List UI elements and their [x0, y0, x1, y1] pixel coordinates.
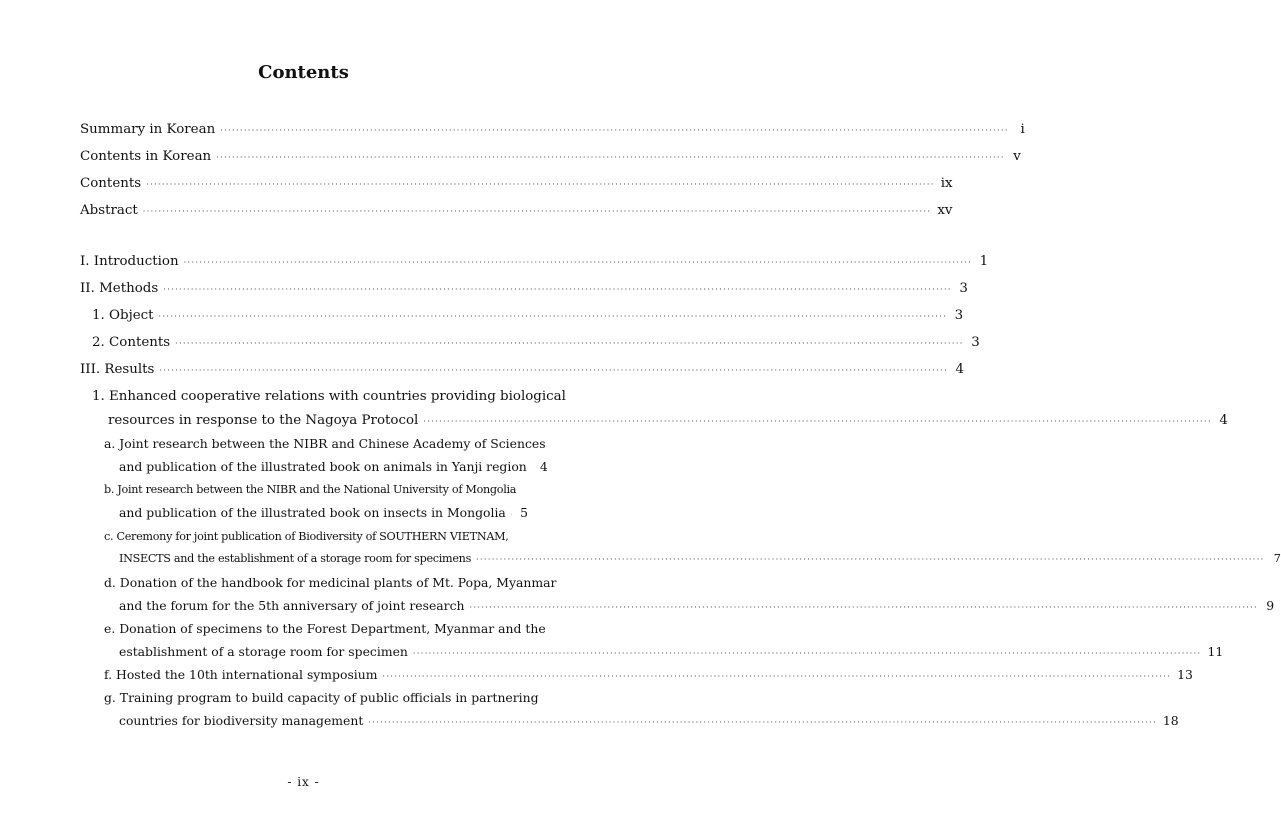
toc-entry-text: countries for biodiversity management	[119, 713, 364, 728]
toc-entry-text: and publication of the illustrated book on animals in Yanji region	[119, 459, 527, 474]
toc-entry-page: 3	[954, 308, 964, 323]
toc-entry-section1-line1[interactable]	[92, 387, 566, 407]
dot-leader: ········································································································································································································	[469, 603, 1259, 612]
page-number-footer: - ix -	[287, 775, 320, 789]
toc-entry-text: a. Joint research between the NIBR and Chinese Academy of Sciences	[104, 436, 546, 451]
toc-entry-page: 5	[520, 505, 528, 520]
dot-leader: ········································································································································································································	[368, 718, 1157, 727]
toc-entry-page: 4	[1219, 413, 1228, 428]
toc-entry-page: 3	[971, 335, 980, 350]
toc-entry-page: i	[1020, 122, 1025, 137]
toc-entry-item-e-line1[interactable]	[104, 619, 546, 639]
toc-entry-text: Contents	[80, 176, 142, 191]
dot-leader: ········································································································································································································	[412, 649, 1202, 658]
toc-entry-text: c. Ceremony for joint publication of Biodiversity of SOUTHERN VIETNAM,	[104, 530, 509, 543]
toc-entry-introduction[interactable]	[80, 252, 989, 272]
toc-entry-page: 1	[979, 254, 989, 269]
toc-entry-item-a-line1[interactable]	[104, 434, 546, 454]
toc-entry-text: establishment of a storage room for specimen	[119, 644, 408, 659]
toc-entry-section1-line2[interactable]	[108, 411, 1228, 431]
toc-entry-item-g-line2[interactable]	[119, 711, 1179, 731]
dot-leader: ········································································································································································································	[146, 180, 935, 189]
toc-entry-text: I. Introduction	[80, 254, 179, 269]
toc-entry-text: and publication of the illustrated book on insects in Mongolia	[119, 505, 506, 520]
toc-entry-page: 13	[1177, 667, 1193, 682]
dot-leader: ········································································································································································································	[220, 126, 1009, 135]
toc-entry-page: 7	[1273, 552, 1281, 565]
toc-entry-page: v	[1013, 149, 1021, 164]
toc-entry-text: Contents in Korean	[80, 149, 212, 164]
toc-entry-methods-contents[interactable]	[92, 333, 980, 353]
toc-entry-text: g. Training program to build capacity of public officials in partnering	[104, 690, 539, 705]
toc-entry-page: xv	[937, 203, 953, 218]
dot-leader: ········································································································································································································	[175, 339, 964, 348]
toc-entry-summary-korean[interactable]	[80, 120, 1025, 140]
toc-entry-text: e. Donation of specimens to the Forest Department, Myanmar and the	[104, 621, 546, 636]
dot-leader: ········································································································································································································	[476, 555, 1265, 564]
toc-entry-text: III. Results	[80, 362, 155, 377]
toc-entry-page: 9	[1266, 598, 1275, 613]
toc-entry-page: 11	[1207, 644, 1224, 659]
toc-entry-item-d-line1[interactable]	[104, 573, 557, 593]
toc-entry-text: Abstract	[80, 203, 138, 218]
toc-entry-object[interactable]	[92, 306, 964, 326]
toc-entry-item-b-line2[interactable]	[119, 503, 528, 523]
toc-entry-item-a-line2[interactable]	[119, 457, 548, 477]
toc-entry-item-f[interactable]	[104, 665, 1193, 685]
toc-entry-text: 1. Object	[92, 308, 154, 323]
toc-entry-text: f. Hosted the 10th international symposium	[104, 667, 378, 682]
dot-leader: ········································································································································································································	[382, 672, 1172, 681]
toc-entry-text: and the forum for the 5th anniversary of joint research	[119, 598, 465, 613]
toc-entry-item-e-line2[interactable]	[119, 642, 1224, 662]
toc-entry-abstract[interactable]	[80, 201, 953, 221]
toc-entry-text: INSECTS and the establishment of a storage room for specimens	[119, 552, 472, 565]
toc-entry-methods[interactable]	[80, 279, 968, 299]
toc-entry-item-g-line1[interactable]	[104, 688, 539, 708]
toc-entry-results[interactable]	[80, 360, 965, 380]
toc-entry-page: 3	[959, 281, 968, 296]
toc-entry-page: 4	[539, 459, 548, 474]
dot-leader: ········································································································································································································	[216, 153, 1005, 162]
dot-leader	[511, 504, 512, 524]
toc-entry-text: 2. Contents	[92, 335, 171, 350]
dot-leader: ········································································································································································································	[163, 285, 952, 294]
toc-entry-page: 4	[955, 362, 965, 377]
toc-entry-page: 18	[1162, 713, 1179, 728]
toc-entry-text: b. Joint research between the NIBR and the National University of Mongolia	[104, 483, 517, 496]
toc-entry-text: II. Methods	[80, 281, 159, 296]
toc-entry-contents[interactable]	[80, 174, 953, 194]
toc-entry-text: d. Donation of the handbook for medicinal plants of Mt. Popa, Myanmar	[104, 575, 557, 590]
toc-entry-item-d-line2[interactable]	[119, 596, 1275, 616]
dot-leader: ········································································································································································································	[142, 207, 932, 216]
toc-entry-item-c-line2[interactable]	[119, 549, 1281, 569]
dot-leader: ········································································································································································································	[183, 258, 973, 267]
toc-entry-page: ix	[940, 176, 953, 191]
dot-leader: ········································································································································································································	[159, 366, 949, 375]
toc-entry-item-b-line1[interactable]	[104, 480, 528, 500]
dot-leader: ········································································································································································································	[423, 417, 1212, 426]
dot-leader: ········································································································································································································	[158, 312, 948, 321]
page-title: Contents	[258, 62, 349, 83]
toc-entry-text: Summary in Korean	[80, 122, 216, 137]
toc-entry-text: 1. Enhanced cooperative relations with countries providing biological	[92, 389, 566, 404]
toc-entry-item-c-line1[interactable]	[104, 527, 528, 547]
toc-entry-text: resources in response to the Nagoya Protocol	[108, 413, 419, 428]
toc-entry-contents-korean[interactable]	[80, 147, 1021, 167]
